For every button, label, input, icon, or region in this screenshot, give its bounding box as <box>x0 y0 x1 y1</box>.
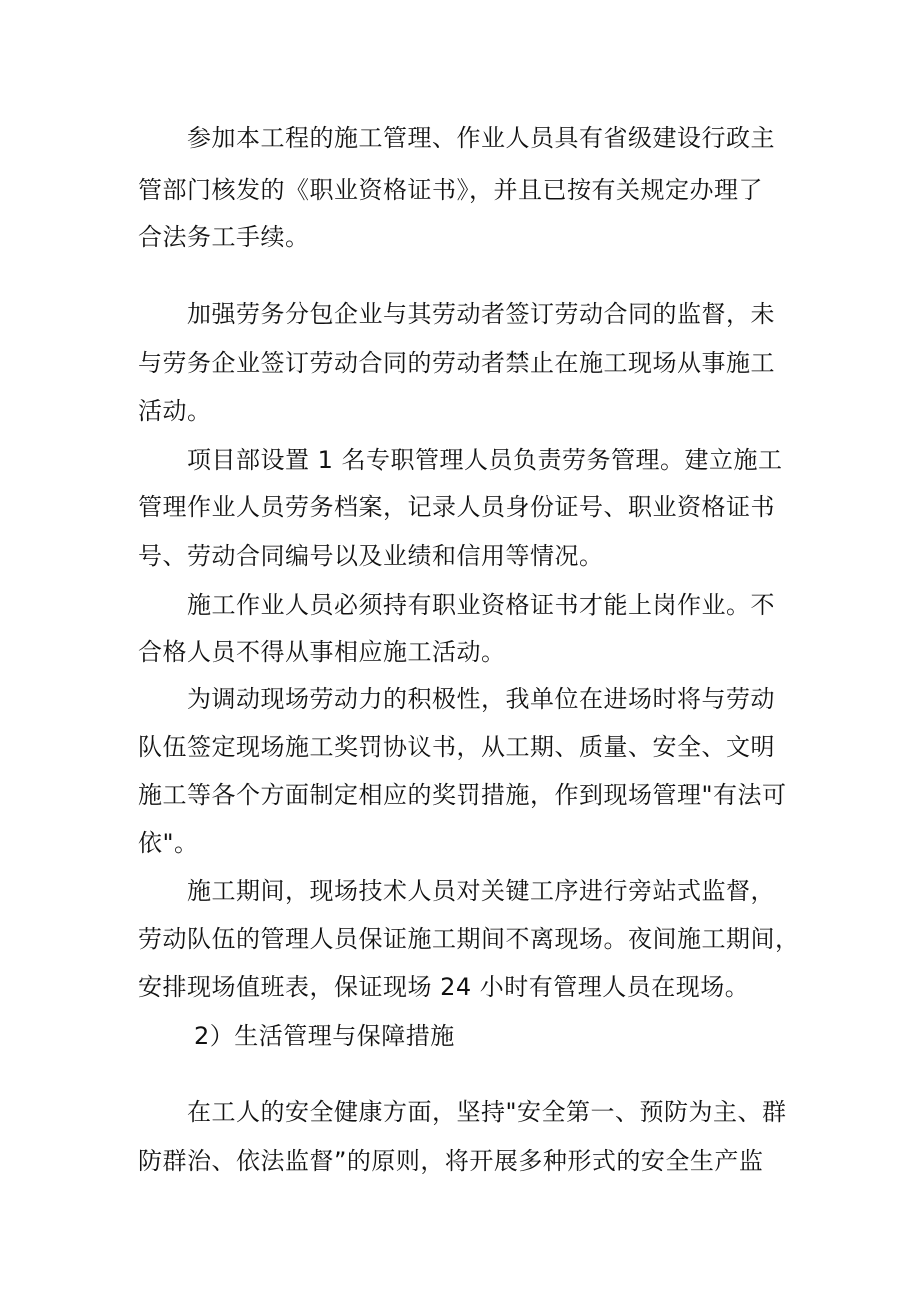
paragraph-7-line-1: 在工人的安全健康方面，坚持"安全第一、预防为主、群 <box>187 1098 787 1126</box>
paragraph-6-line-1: 施工期间，现场技术人员对关键工序进行旁站式监督， <box>187 877 775 905</box>
paragraph-5-line-3: 施工等各个方面制定相应的奖罚措施，作到现场管理"有法可 <box>138 781 787 809</box>
paragraph-2-line-1: 加强劳务分包企业与其劳动者签订劳动合同的监督，未 <box>187 300 775 328</box>
paragraph-6-line-3: 安排现场值班表，保证现场 24 小时有管理人员在现场。 <box>138 973 750 1001</box>
paragraph-1-line-2: 管部门核发的《职业资格证书》，并且已按有关规定办理了 <box>138 176 763 204</box>
paragraph-7-line-2: 防群治、依法监督”的原则，将开展多种形式的安全生产监 <box>138 1147 764 1175</box>
paragraph-5-line-4: 依"。 <box>138 829 199 857</box>
paragraph-4-line-1: 施工作业人员必须持有职业资格证书才能上岗作业。不 <box>187 591 775 619</box>
paragraph-2-line-3: 活动。 <box>138 397 212 425</box>
paragraph-5-line-2: 队伍签定现场施工奖罚协议书，从工期、质量、安全、文明 <box>138 733 775 761</box>
paragraph-6-line-2: 劳动队伍的管理人员保证施工期间不离现场。夜间施工期间， <box>138 925 800 953</box>
paragraph-4-line-2: 合格人员不得从事相应施工活动。 <box>138 638 506 666</box>
paragraph-1-line-1: 参加本工程的施工管理、作业人员具有省级建设行政主 <box>187 124 775 152</box>
paragraph-1-line-3: 合法务工手续。 <box>138 223 310 251</box>
section-heading: 2）生活管理与保障措施 <box>194 1022 455 1050</box>
paragraph-5-line-1: 为调动现场劳动力的积极性，我单位在进场时将与劳动 <box>187 685 775 713</box>
paragraph-3-line-2: 管理作业人员劳务档案，记录人员身份证号、职业资格证书 <box>138 493 775 521</box>
paragraph-3-line-3: 号、劳动合同编号以及业绩和信用等情况。 <box>138 542 604 570</box>
paragraph-2-line-2: 与劳务企业签订劳动合同的劳动者禁止在施工现场从事施工 <box>138 349 775 377</box>
paragraph-3-line-1: 项目部设置 1 名专职管理人员负责劳务管理。建立施工 <box>187 446 783 474</box>
